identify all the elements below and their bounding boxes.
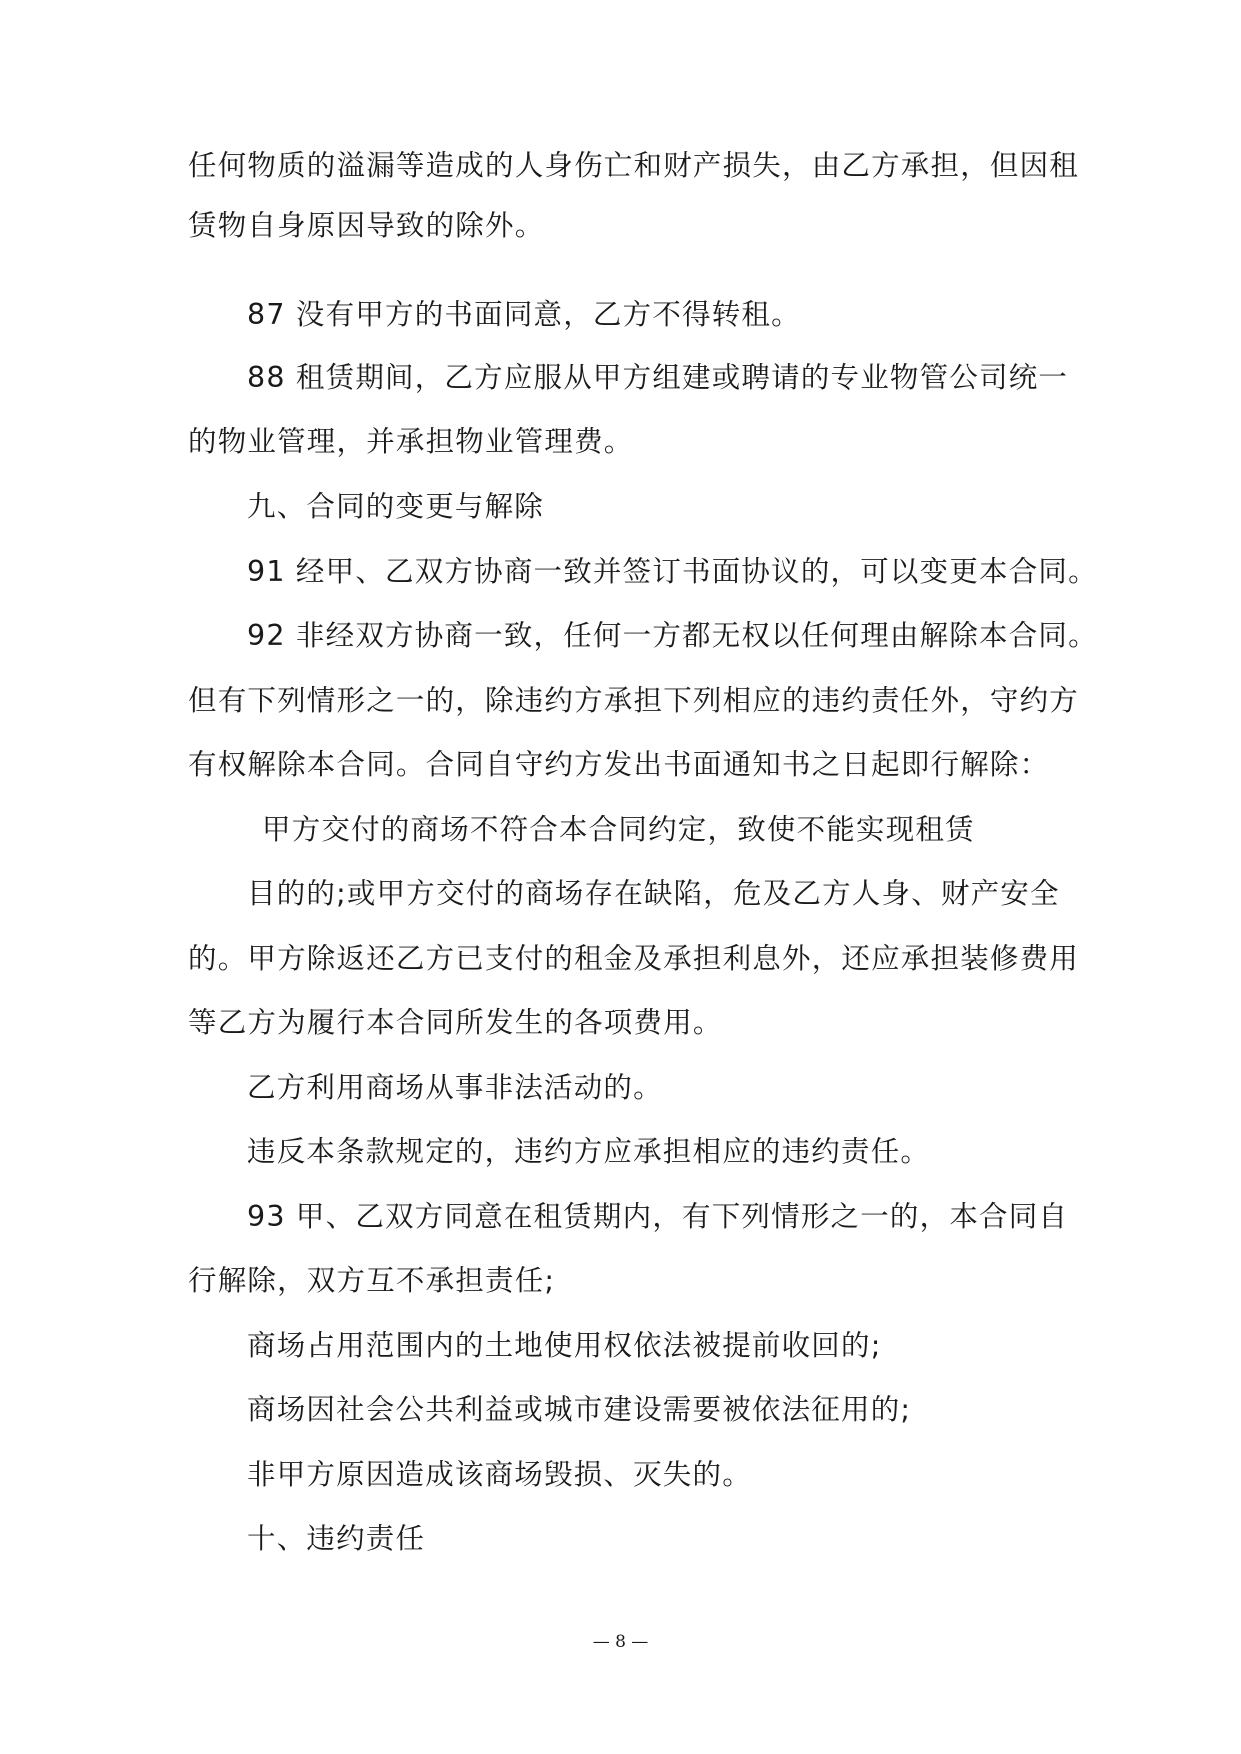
clause-92: 92 非经双方协商一致，任何一方都无权以任何理由解除本合同。 bbox=[247, 619, 1098, 652]
clause-88: 88 租赁期间，乙方应服从甲方组建或聘请的专业物管公司统一 bbox=[247, 361, 1069, 394]
body-text-line: 商场因社会公共利益或城市建设需要被依法征用的; bbox=[247, 1393, 912, 1426]
section-heading-10: 十、违约责任 bbox=[247, 1522, 426, 1555]
section-heading-9: 九、合同的变更与解除 bbox=[247, 490, 545, 523]
body-text-line: 赁物自身原因导致的除外。 bbox=[188, 209, 545, 242]
clause-93: 93 甲、乙双方同意在租赁期内，有下列情形之一的，本合同自 bbox=[247, 1200, 1069, 1233]
clause-87: 87 没有甲方的书面同意，乙方不得转租。 bbox=[247, 298, 801, 331]
body-text-line: 甲方交付的商场不符合本合同约定，致使不能实现租赁 bbox=[262, 813, 975, 846]
body-text-line: 任何物质的溢漏等造成的人身伤亡和财产损失，由乙方承担，但因租 bbox=[188, 149, 1080, 182]
body-text-line: 的。甲方除返还乙方已支付的租金及承担利息外，还应承担装修费用 bbox=[188, 942, 1080, 975]
body-text-line: 目的的;或甲方交付的商场存在缺陷，危及乙方人身、财产安全 bbox=[247, 877, 1060, 910]
body-text-line: 非甲方原因造成该商场毁损、灭失的。 bbox=[247, 1458, 752, 1491]
body-text-line: 的物业管理，并承担物业管理费。 bbox=[188, 425, 634, 458]
body-text-line: 但有下列情形之一的，除违约方承担下列相应的违约责任外，守约方 bbox=[188, 684, 1080, 717]
body-text-line: 商场占用范围内的土地使用权依法被提前收回的; bbox=[247, 1329, 882, 1362]
body-text-line: 有权解除本合同。合同自守约方发出书面通知书之日起即行解除： bbox=[188, 748, 1050, 781]
page-number: — 8 — bbox=[592, 1632, 649, 1652]
clause-91: 91 经甲、乙双方协商一致并签订书面协议的，可以变更本合同。 bbox=[247, 555, 1098, 588]
body-text-line: 行解除，双方互不承担责任; bbox=[188, 1264, 556, 1297]
body-text-line: 违反本条款规定的，违约方应承担相应的违约责任。 bbox=[247, 1135, 931, 1168]
body-text-line: 等乙方为履行本合同所发生的各项费用。 bbox=[188, 1006, 723, 1039]
body-text-line: 乙方利用商场从事非法活动的。 bbox=[247, 1071, 663, 1104]
